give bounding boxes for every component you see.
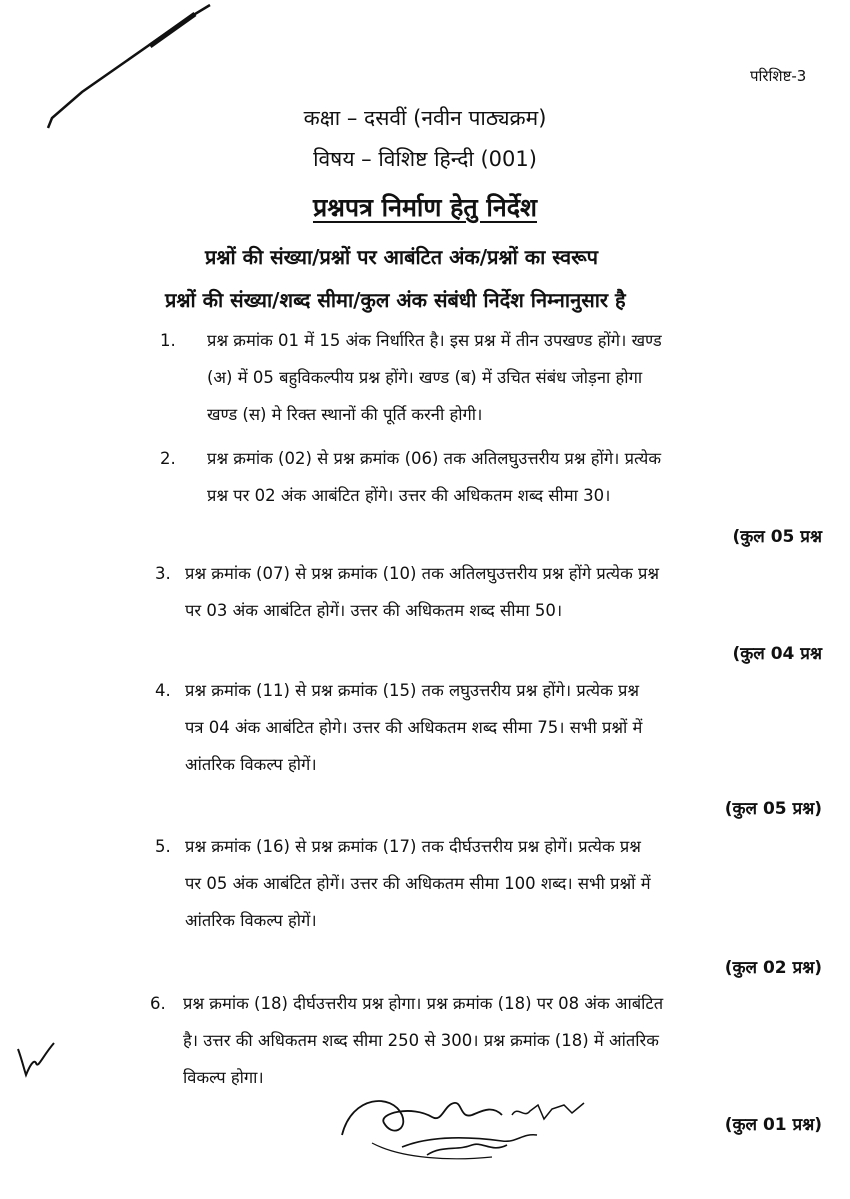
item-line: पर 05 अंक आबंटित होगें। उत्तर की अधिकतम सीमा 100 शब्द। सभी प्रश्नों में: [185, 874, 651, 893]
instruction-item-4: [155, 672, 825, 783]
instruction-item-2: [160, 440, 837, 514]
total-questions-3: (कुल 04 प्रश्न: [732, 644, 822, 664]
item-number: 4.: [155, 681, 171, 700]
item-line: आंतरिक विकल्प होगें।: [185, 911, 317, 930]
item-line: प्रश्न क्रमांक (18) दीर्घउत्तरीय प्रश्न होगा। प्रश्न क्रमांक (18) पर 08 अंक आबंटित: [183, 994, 664, 1013]
appendix-label: परिशिष्ट-3: [750, 67, 807, 85]
item-number: 2.: [160, 449, 176, 468]
total-questions-6: (कुल 01 प्रश्न): [724, 1115, 822, 1135]
item-line: प्रश्न क्रमांक (02) से प्रश्न क्रमांक (06) तक अतिलघुउत्तरीय प्रश्न होंगे। प्रत्येक: [207, 449, 662, 468]
instruction-item-3: [155, 555, 825, 629]
item-line: विकल्प होगा।: [183, 1068, 264, 1087]
item-line: पत्र 04 अंक आबंटित होगे। उत्तर की अधिकतम शब्द सीमा 75। सभी प्रश्नों में: [185, 718, 643, 737]
subtitle-instructions: प्रश्नों की संख्या/शब्द सीमा/कुल अंक संबंधी निर्देश निम्नानुसार है: [165, 288, 626, 312]
item-number: 1.: [160, 331, 176, 350]
item-line: प्रश्न पर 02 अंक आबंटित होंगे। उत्तर की अधिकतम शब्द सीमा 30।: [207, 486, 611, 505]
page-title: [0, 190, 850, 224]
item-line: प्रश्न क्रमांक (16) से प्रश्न क्रमांक (17) तक दीर्घउत्तरीय प्रश्न होगें। प्रत्येक प्रश्न: [185, 837, 641, 856]
item-line: प्रश्न क्रमांक (11) से प्रश्न क्रमांक (15) तक लघुउत्तरीय प्रश्न होंगे। प्रत्येक प्रश्न: [185, 681, 640, 700]
margin-initial-mark: [14, 1035, 64, 1085]
total-questions-4: (कुल 05 प्रश्न): [724, 799, 822, 819]
item-line: (अ) में 05 बहुविकल्पीय प्रश्न होंगे। खण्ड (ब) में उचित संबंध जोड़ना होगा: [207, 368, 643, 387]
item-line: है। उत्तर की अधिकतम शब्द सीमा 250 से 300। प्रश्न क्रमांक (18) में आंतरिक: [183, 1031, 659, 1050]
item-number: 3.: [155, 564, 171, 583]
item-line: आंतरिक विकल्प होगें।: [185, 755, 317, 774]
item-number: 5.: [155, 837, 171, 856]
signature: [332, 1075, 622, 1165]
item-line: खण्ड (स) मे रिक्त स्थानों की पूर्ति करनी होगी।: [207, 405, 483, 424]
page-title-text: प्रश्नपत्र निर्माण हेतु निर्देश: [312, 193, 537, 222]
subject-heading: विषय – विशिष्ट हिन्दी (001): [313, 147, 537, 171]
instruction-item-5: [155, 828, 825, 939]
total-questions-5: (कुल 02 प्रश्न): [724, 958, 822, 978]
item-line: पर 03 अंक आबंटित होगें। उत्तर की अधिकतम शब्द सीमा 50।: [185, 601, 563, 620]
total-questions-2: (कुल 05 प्रश्न: [732, 527, 822, 547]
item-line: प्रश्न क्रमांक 01 में 15 अंक निर्धारित है। इस प्रश्न में तीन उपखण्ड होंगे। खण्ड: [207, 331, 662, 350]
class-heading: कक्षा – दसवीं (नवीन पाठ्यक्रम): [303, 106, 547, 130]
item-number: 6.: [150, 994, 166, 1013]
subtitle-question-format: प्रश्नों की संख्या/प्रश्नों पर आबंटित अंक/प्रश्नों का स्वरूप: [205, 245, 599, 269]
instruction-item-1: [160, 322, 837, 433]
item-line: प्रश्न क्रमांक (07) से प्रश्न क्रमांक (10) तक अतिलघुउत्तरीय प्रश्न होंगे प्रत्येक प्रश्न: [185, 564, 660, 583]
